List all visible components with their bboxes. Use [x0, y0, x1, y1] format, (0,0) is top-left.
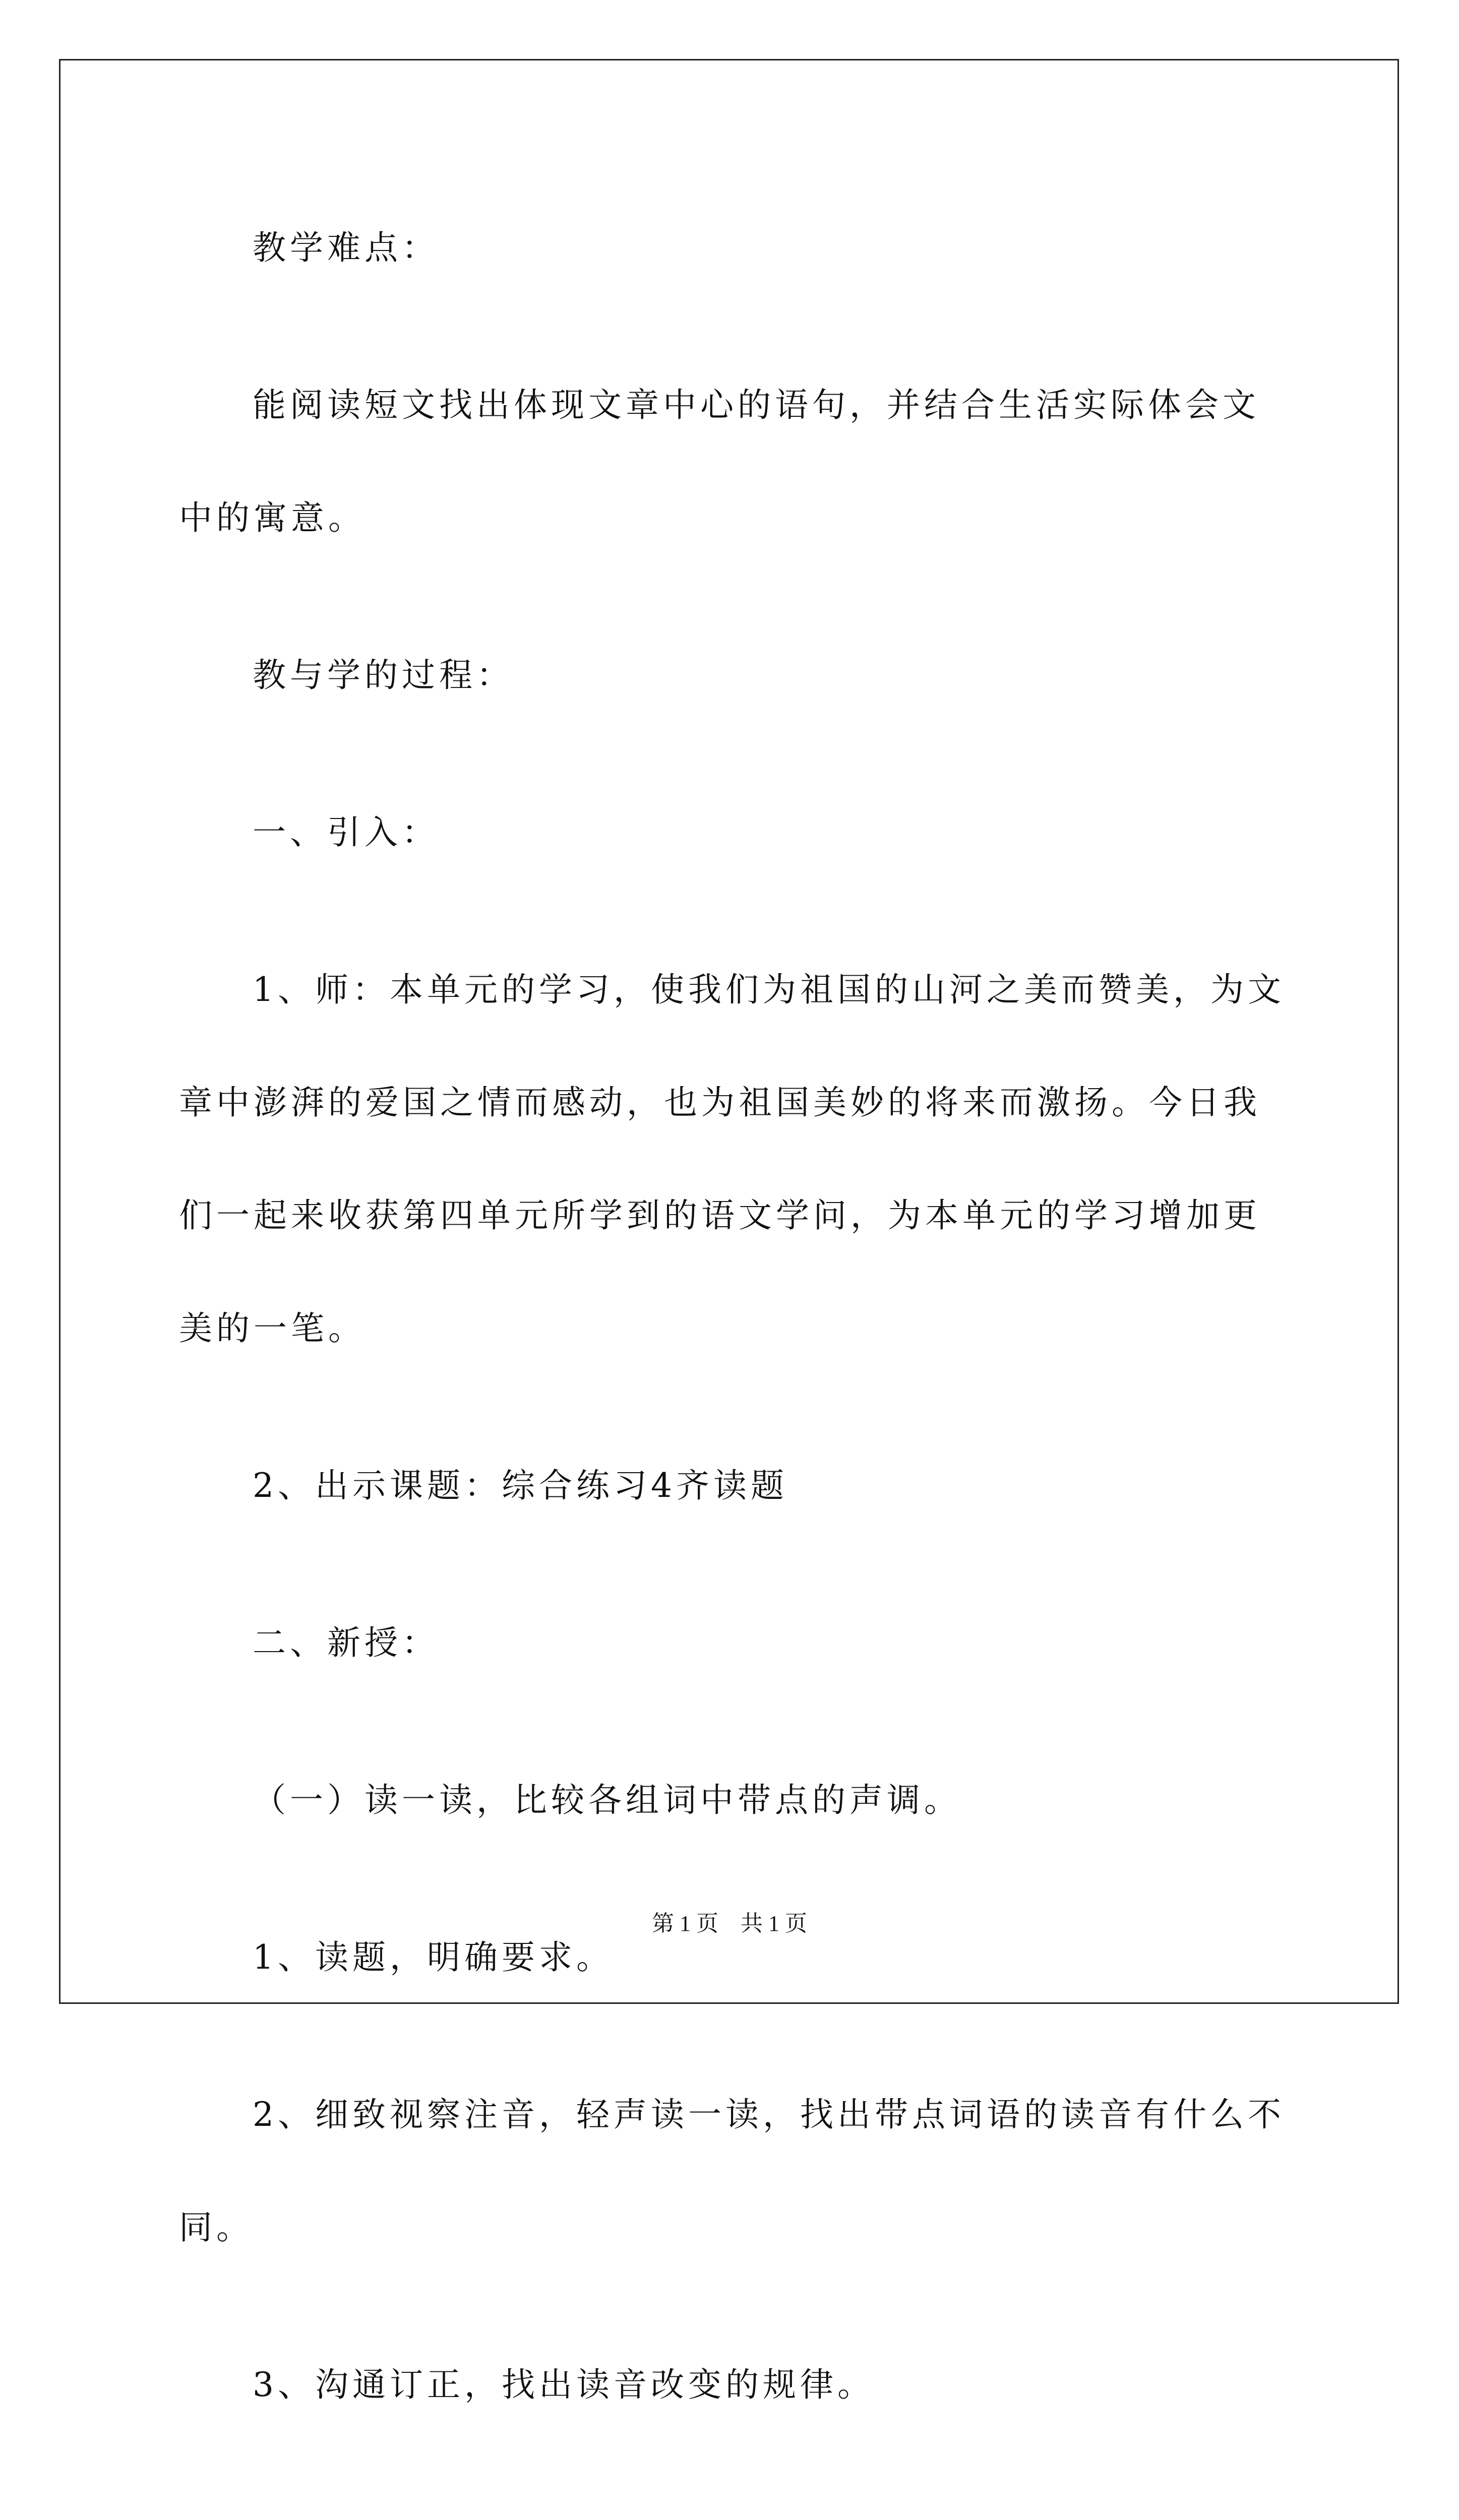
- paragraph-11: 3、沟通订正，找出读音改变的规律。: [253, 2365, 875, 2404]
- paragraph-1: 教学难点：: [253, 228, 439, 267]
- document-body: [179, 192, 1288, 2520]
- paragraph-4: 一、引入：: [253, 813, 439, 852]
- paragraph-9: 1、读题，明确要求。: [253, 1938, 614, 1977]
- paragraph-2: 能阅读短文找出体现文章中心的语句，并结合生活实际体会文中的寓意。: [179, 386, 1260, 537]
- paragraph-3: 教与学的过程：: [253, 656, 514, 695]
- page-footer: 第 1 页 共 1 页: [652, 1911, 807, 1936]
- paragraph-7: 二、新授：: [253, 1623, 439, 1662]
- paragraph-8: （一）读一读，比较各组词中带点的声调。: [253, 1781, 961, 1819]
- paragraph-6: 2、出示课题：综合练习4齐读题: [253, 1466, 788, 1505]
- paragraph-12: [179, 2486, 1288, 2520]
- paragraph-5: 1、师：本单元的学习，使我们为祖国的山河之美而赞美，为文章中澎湃的爱国之情而感动，也为祖国美妙的将来而激扬。今日我们一起来收获第四单元所学到的语文学问，为本单元的学习增加更美的一笔。: [179, 970, 1285, 1348]
- paragraph-10: 2、细致视察注音，轻声读一读，找出带点词语的读音有什么不同。: [179, 2095, 1285, 2247]
